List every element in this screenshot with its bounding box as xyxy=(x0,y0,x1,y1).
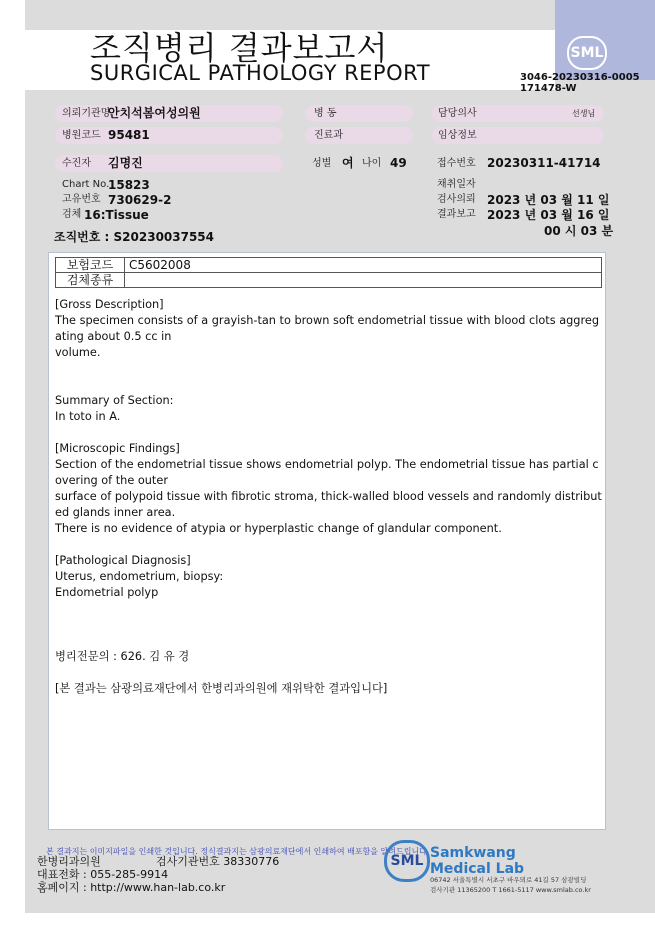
sex-value: 여 xyxy=(342,156,354,170)
hospital-code-label: 병원코드 xyxy=(62,130,101,141)
patient-label: 수진자 xyxy=(62,158,91,169)
footer-notice: 본 결과지는 이미지파일을 인쇄한 것입니다. 정식결과지는 삼광의료재단에서 인쇄하여 배포함을 알려드립니다. xyxy=(46,847,430,856)
sml-logo: SML xyxy=(567,36,607,70)
clinic-code: 검사기관번호 38330776 xyxy=(156,855,280,868)
micro-heading: [Microscopic Findings] xyxy=(55,442,180,455)
request-label: 검사의뢰 xyxy=(437,194,476,205)
age-value: 49 xyxy=(390,156,407,170)
doctor-suffix: 선생님 xyxy=(572,109,596,118)
samkwang-logo: SML xyxy=(384,840,430,882)
doctor-label: 담당의사 xyxy=(438,108,477,119)
insurance-label: 보험코드 xyxy=(56,258,125,273)
pathologist: 병리전문의 : 626. 김 유 경 xyxy=(55,650,190,663)
title-korean: 조직병리 결과보고서 xyxy=(90,29,389,67)
dept-label: 진료과 xyxy=(314,130,343,141)
samkwang-contact: 검사기관 11365200 T 1661-5117 www.smlab.co.kr xyxy=(430,886,591,894)
specimen-label: 검체 xyxy=(62,209,82,220)
report-value: 2023 년 03 월 16 일 xyxy=(487,208,610,222)
hospital-code-value: 95481 xyxy=(108,128,150,142)
specimen-type-label: 검체종류 xyxy=(56,273,125,288)
diagnosis-text: Uterus, endometrium, biopsy: Endometrial polyp xyxy=(55,570,224,599)
micro-text: Section of the endometrial tissue shows endometrial polyp. The endometrial tissue has partial covering of the outer surface of polypoid tissue with fibrotic stroma, thick-walled blood vessels and randomly distributed glands inner area. There is no evidence of atypia or hyperplastic change of glandular component. xyxy=(55,458,602,535)
clinic-phone: 대표전화 : 055-285-9914 xyxy=(37,868,169,881)
unique-value: 730629-2 xyxy=(108,193,172,207)
title-english: SURGICAL PATHOLOGY REPORT xyxy=(90,61,431,85)
sex-label: 성별 xyxy=(312,158,332,169)
summary-text: In toto in A. xyxy=(55,410,121,423)
samkwang-name-line-1: Samkwang xyxy=(430,845,516,861)
unique-label: 고유번호 xyxy=(62,194,101,205)
clinic-name: 한병리과의원 xyxy=(37,855,101,868)
samkwang-name xyxy=(430,845,524,877)
summary-heading: Summary of Section: xyxy=(55,394,174,407)
age-label: 나이 xyxy=(362,158,382,169)
meta-table xyxy=(55,257,602,288)
gross-heading: [Gross Description] xyxy=(55,298,164,311)
specimen-type-value xyxy=(125,273,602,288)
report-time: 00 시 03 분 xyxy=(544,224,614,238)
gross-text: The specimen consists of a grayish-tan to brown soft endometrial tissue with blood clots aggregating about 0.5 cc in volume. xyxy=(55,314,599,359)
report-number-line-1: 3046-20230316-0005 xyxy=(520,72,640,83)
table-row xyxy=(56,273,602,288)
ward-label: 병 동 xyxy=(314,108,337,119)
samkwang-address: 06742 서울특별시 서초구 바우뫼로 41길 57 삼광빌딩 xyxy=(430,876,587,884)
patient-value: 김명진 xyxy=(108,156,143,170)
report-number xyxy=(520,72,640,94)
tissue-number: 조직번호 : S20230037554 xyxy=(54,230,215,244)
specimen-value: 16:Tissue xyxy=(84,208,149,222)
chart-value: 15823 xyxy=(108,178,150,192)
clinical-label: 임상정보 xyxy=(438,130,477,141)
request-value: 2023 년 03 월 11 일 xyxy=(487,193,610,207)
receipt-label: 접수번호 xyxy=(437,158,476,169)
header-accent xyxy=(555,0,655,80)
report-content xyxy=(48,252,606,830)
insurance-value: C5602008 xyxy=(125,258,602,273)
report-number-line-2: 171478-W xyxy=(520,83,577,94)
report-label: 결과보고 xyxy=(437,209,476,220)
clinic-homepage: 홈페이지 : http://www.han-lab.co.kr xyxy=(37,881,226,894)
chart-label: Chart No. xyxy=(62,179,110,190)
hospital-value: 안치석봄여성의원 xyxy=(108,106,201,120)
hospital-label: 의뢰기관명 xyxy=(62,108,111,119)
collect-label: 채취일자 xyxy=(437,179,476,190)
commission-note: [본 결과는 삼광의료재단에서 한병리과의원에 재위탁한 결과입니다] xyxy=(55,682,388,695)
diagnosis-heading: [Pathological Diagnosis] xyxy=(55,554,191,567)
table-row xyxy=(56,258,602,273)
receipt-value: 20230311-41714 xyxy=(487,156,601,170)
samkwang-name-line-2: Medical Lab xyxy=(430,861,525,877)
